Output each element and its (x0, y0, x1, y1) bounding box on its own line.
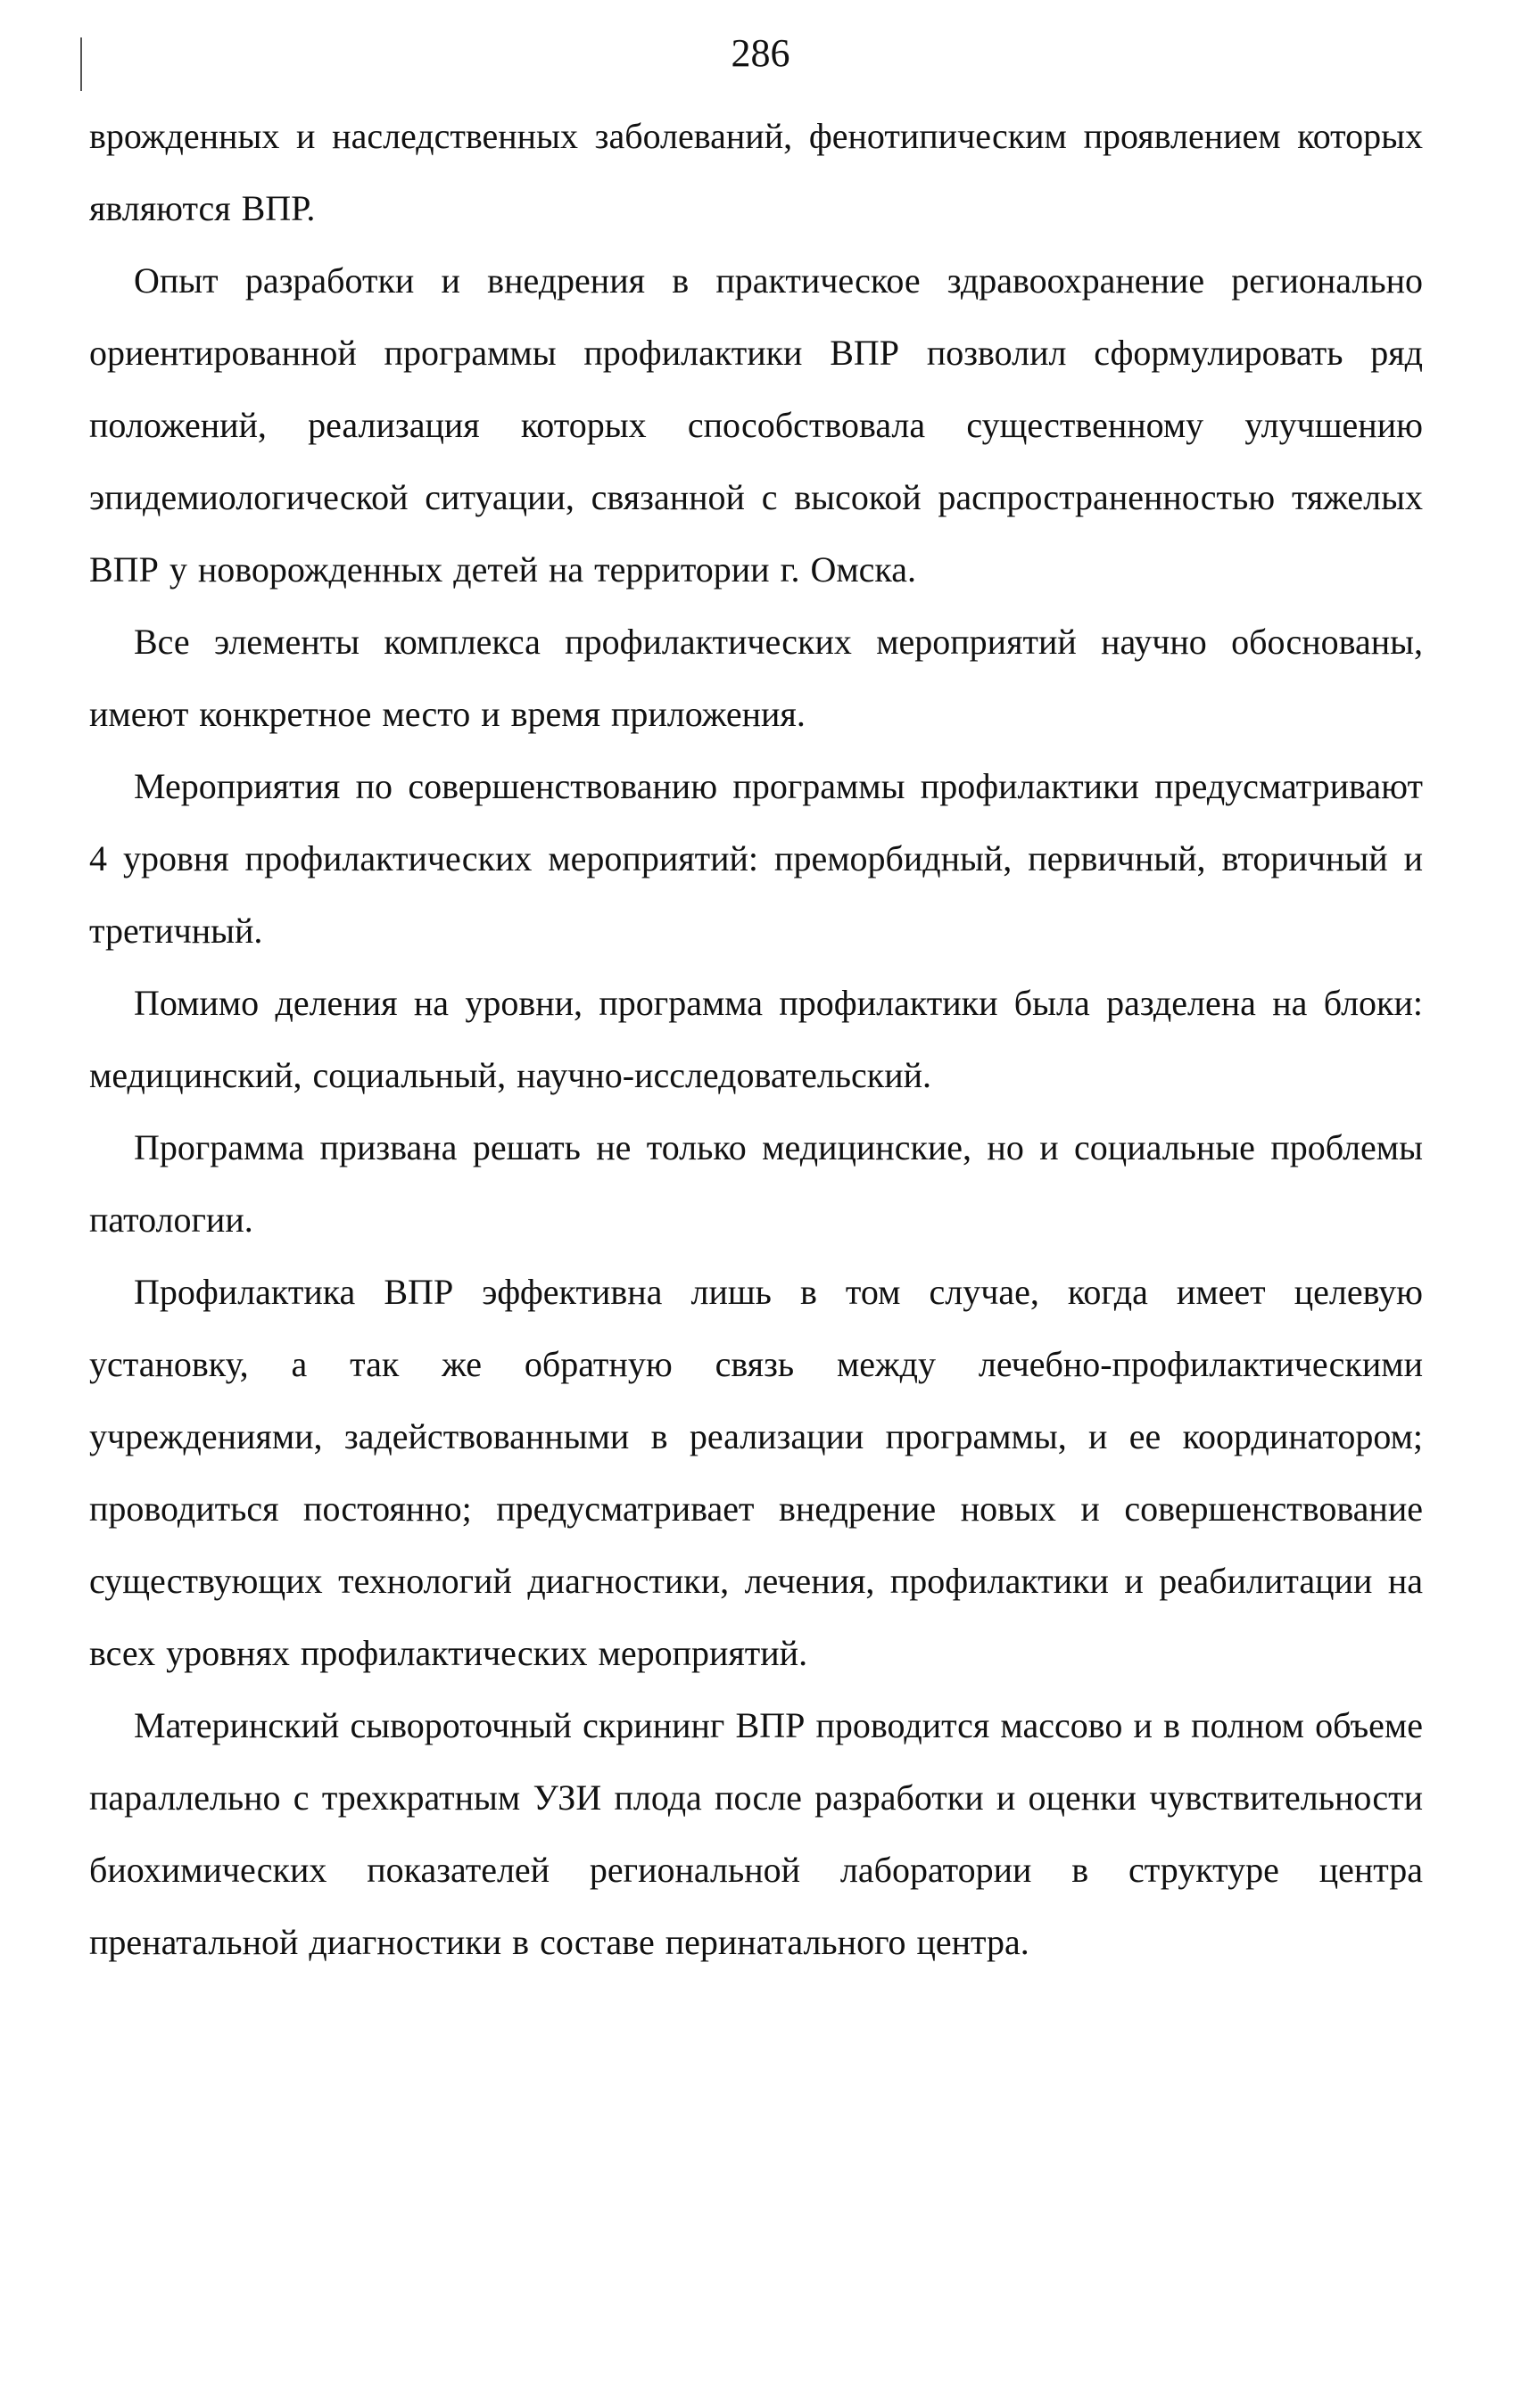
paragraph-7: Профилактика ВПР эффективна лишь в том случае, когда имеет целевую установку, а так же обратную связь между лечебно-профилактическими учреждениями, задействованными в реализации программы, и ее координатором; проводиться постоянно; предусматривает внедрение новых и совершенствование существующих технологий диагностики, лечения, профилактики и реабилитации на всех уровнях профилактических мероприятий. (89, 1272, 1423, 1673)
paragraph-8: Материнский сывороточный скрининг ВПР проводится массово и в полном объеме параллельно с трехкратным УЗИ плода после разработки и оценки чувствительности биохимических показателей региональной лаборатории в структуре центра пренатальной диагностики в составе перинатального центра. (89, 1705, 1423, 1962)
paragraph-6: Программа призвана решать не только медицинские, но и социальные проблемы патологии. (89, 1127, 1423, 1240)
paragraph-4: Мероприятия по совершенствованию программы профилактики предусматривают 4 уровня профилактических мероприятий: преморбидный, первичный, вторичный и третичный. (89, 766, 1423, 951)
paragraph-2: Опыт разработки и внедрения в практическое здравоохранение регионально ориентированной программы профилактики ВПР позволил сформулировать ряд положений, реализация которых способствовала существенному улучшению эпидемиологической ситуации, связанной с высокой распространенностью тяжелых ВПР у новорожденных детей на территории г. Омска. (89, 260, 1423, 590)
paragraph-5: Помимо деления на уровни, программа профилактики была разделена на блоки: медицинский, социальный, научно-исследовательский. (89, 983, 1423, 1095)
paragraph-3: Все элементы комплекса профилактических мероприятий научно обоснованы, имеют конкретное место и время приложения. (89, 622, 1423, 734)
page-number: 286 (731, 31, 790, 75)
body-text (89, 100, 1423, 1978)
paragraph-1: врожденных и наследственных заболеваний, фенотипическим проявлением которых являются ВПР. (89, 116, 1423, 228)
